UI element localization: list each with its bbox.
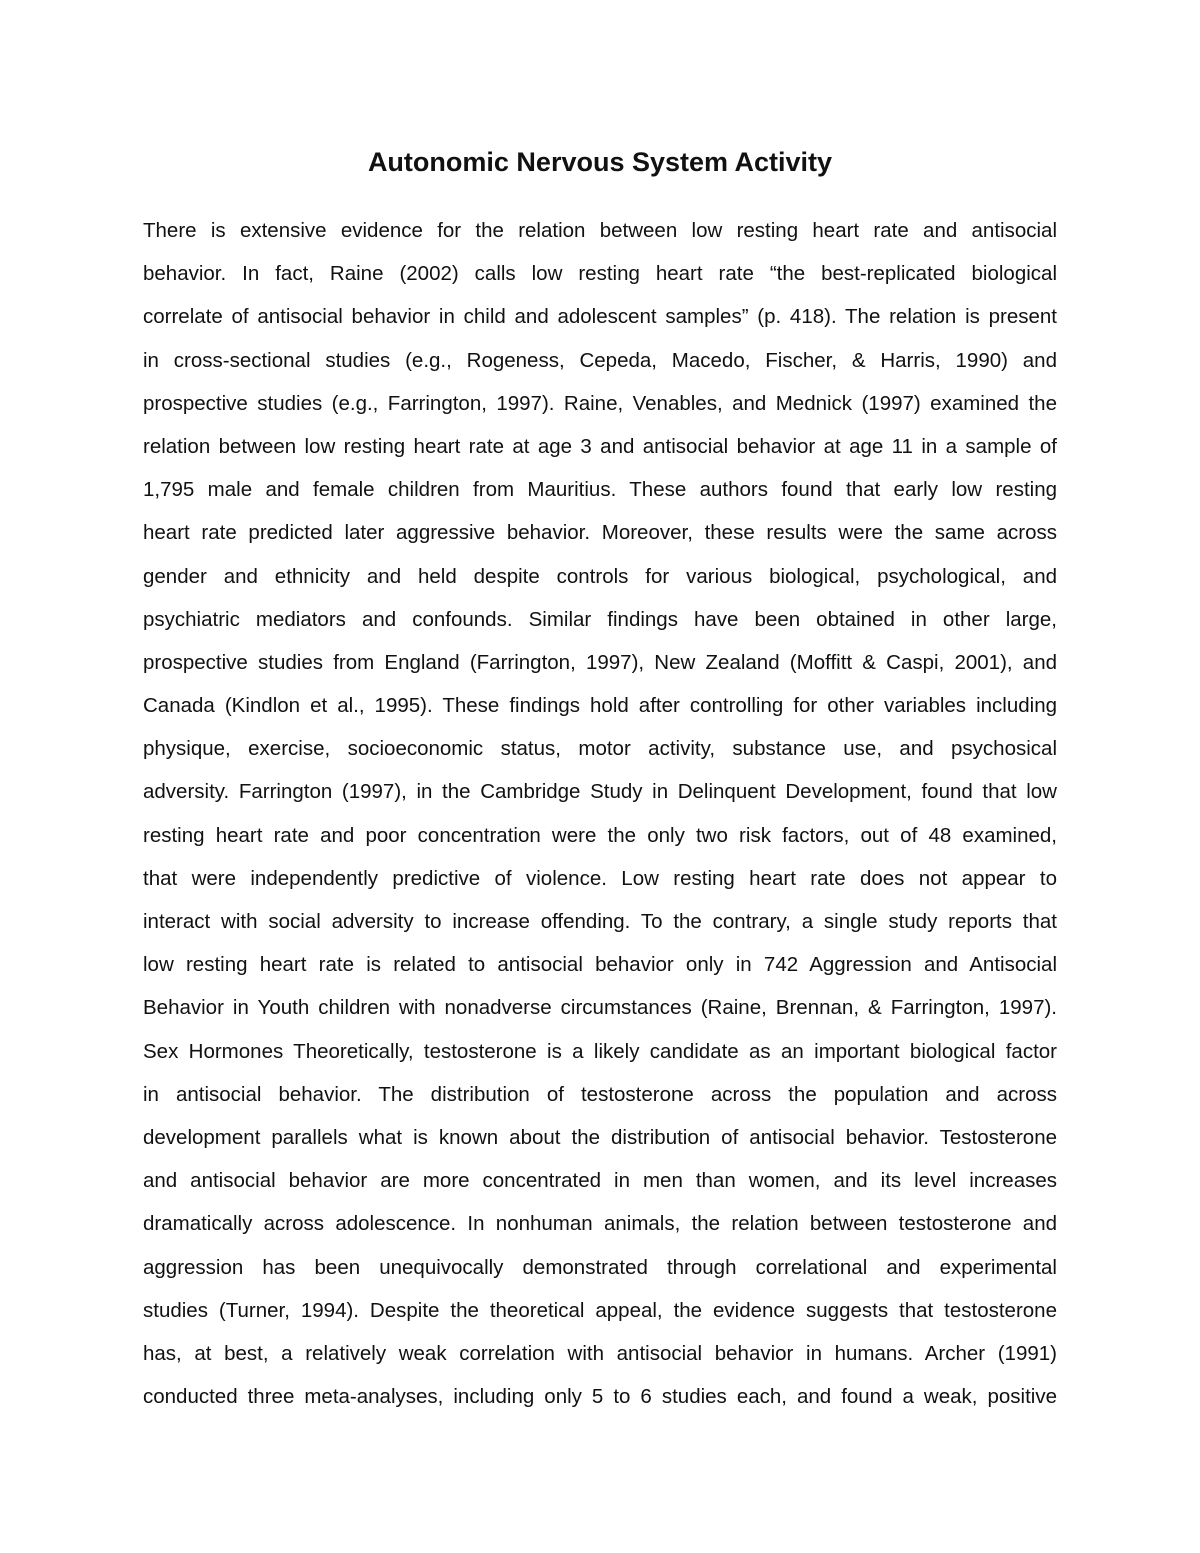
- text-line: interact with social adversity to increase offending. To the contrary, a single study reports that: [143, 910, 1057, 933]
- page-title: Autonomic Nervous System Activity: [367, 147, 833, 177]
- text-line: has, at best, a relatively weak correlation with antisocial behavior in humans. Archer (1991): [143, 1341, 1057, 1365]
- text-line: dramatically across adolescence. In nonhuman animals, the relation between testosterone and: [143, 1212, 1057, 1236]
- text-line: behavior. In fact, Raine (2002) calls low resting heart rate “the best-replicated biological: [143, 262, 1057, 286]
- text-line: correlate of antisocial behavior in child and adolescent samples” (p. 418). The relation is present: [143, 305, 1057, 329]
- text-line: prospective studies from England (Farrington, 1997), New Zealand (Moffitt & Caspi, 2001), and: [143, 650, 1057, 674]
- text-line: There is extensive evidence for the relation between low resting heart rate and antisocial: [143, 219, 1057, 242]
- text-line: low resting heart rate is related to antisocial behavior only in 742 Aggression and Antisocial: [143, 953, 1057, 977]
- text-line: and antisocial behavior are more concentrated in men than women, and its level increases: [143, 1169, 1057, 1193]
- text-line: Sex Hormones Theoretically, testosterone is a likely candidate as an important biological factor: [143, 1039, 1057, 1063]
- text-line: 1,795 male and female children from Mauritius. These authors found that early low resting: [143, 478, 1057, 502]
- text-line: heart rate predicted later aggressive behavior. Moreover, these results were the same across: [143, 521, 1057, 545]
- text-line: studies (Turner, 1994). Despite the theoretical appeal, the evidence suggests that testosterone: [143, 1298, 1057, 1322]
- text-line: psychiatric mediators and confounds. Similar findings have been obtained in other large,: [143, 607, 1057, 631]
- text-line: that were independently predictive of violence. Low resting heart rate does not appear to: [143, 866, 1057, 890]
- text-line: gender and ethnicity and held despite controls for various biological, psychological, and: [143, 564, 1057, 588]
- text-line: prospective studies (e.g., Farrington, 1997). Raine, Venables, and Mednick (1997) examined the: [143, 391, 1057, 415]
- text-line: Canada (Kindlon et al., 1995). These findings hold after controlling for other variables including: [143, 694, 1057, 718]
- text-line: resting heart rate and poor concentration were the only two risk factors, out of 48 examined,: [143, 823, 1057, 847]
- text-line: aggression has been unequivocally demonstrated through correlational and experimental: [143, 1255, 1057, 1279]
- text-line: Behavior in Youth children with nonadverse circumstances (Raine, Brennan, & Farrington, 1997).: [143, 996, 1057, 1020]
- text-line: physique, exercise, socioeconomic status, motor activity, substance use, and psychosical: [143, 737, 1057, 761]
- text-line: conducted three meta-analyses, including only 5 to 6 studies each, and found a weak, positive: [143, 1385, 1057, 1409]
- text-line: in cross-sectional studies (e.g., Rogeness, Cepeda, Macedo, Fischer, & Harris, 1990) and: [143, 348, 1057, 372]
- text-line: in antisocial behavior. The distribution of testosterone across the population and across: [143, 1082, 1057, 1106]
- text-line: development parallels what is known about the distribution of antisocial behavior. Testosterone: [143, 1125, 1057, 1149]
- text-line: relation between low resting heart rate at age 3 and antisocial behavior at age 11 in a sample of: [143, 434, 1057, 458]
- text-line: adversity. Farrington (1997), in the Cambridge Study in Delinquent Development, found that low: [143, 780, 1057, 804]
- body-paragraph: [143, 209, 1057, 1418]
